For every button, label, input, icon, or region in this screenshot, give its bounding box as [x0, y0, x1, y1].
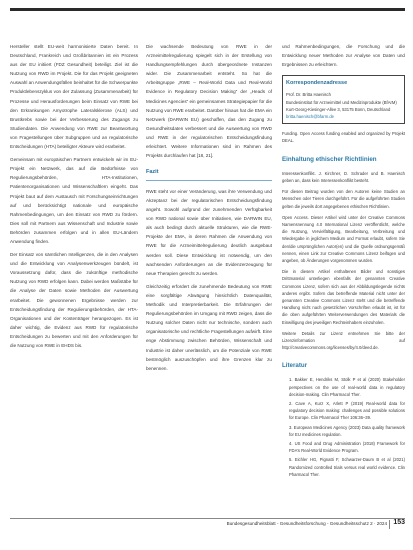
fazit-rule	[146, 180, 272, 181]
col1-paragraph-1: Hersteller stellt EU-weit harmonisierte Daten bereit. In Deutschland, Frankreich und Großbritannien ist ein Prozess aus der EU initiiert (FDZ Gesundheit) beteiligt. Ziel ist die Nutzung von RWD im Projekt. Die für das Projekt geeigneten Auswahl an Anwendungsfällen beinhaltet für die Schwerpunkte Produktlebenszyklus von der Zulassung (Zusammenarbeit) für Prozesse und Herausforderungen beim Einsatz von RWE bei den Erkrankungen Amyotrophe Lateralsklerose (ALS) und Brustkrebs sowie bei der Verbesserung des Zugangs zu Studiendaten. Die Anwendung von RWE zur Beantwortung von Fragestellungen über Subgruppen und an regulatorische Entscheidungen (HTA) beteiligter Akteure wird erarbeitet.	[10, 44, 138, 150]
page-number: 153	[393, 519, 405, 526]
col1-paragraph-3: Der Einsatz von sämtlichen Intelligenzen, die in den Analysen und die Entwicklung von Analysenwerkzeugen bündelt, ist Voraussetzung dafür, dass die zukünftige methodische Nutzung von RWD erfolgen kann. Dabei werden Maßstäbe für die Analyse der Daten sowie Methoden der Auswertung erarbeitet. Die gewonnenen Ergebnisse werden zur Entscheidungsfindung der Regulierungsbehörden, der HTA-Organisationen und der Kostenträger herangezogen. Es ist daher wichtig, die Evidenz aus RWD für regulatorische Entscheidungen zu bewerten und mit den Anforderungen für die Nutzung von RWE in EHDS bis.	[10, 252, 138, 348]
col1-paragraph-2: Gemeinsam mit europäischen Partnern entwickeln wir im EU-Projekt ein Netzwerk, das auf die Bedürfnisse von Regulierungsbehörden, HTA-Institutionen, Patientenorganisationen und Wissenschaftlern eingeht. Das Projekt baut auf dem Austausch mit Forschungseinrichtungen auf und berücksichtigt nationale und europäische Rahmenbedingungen, um den Einsatz von RWD zu fördern. Dies soll mit Partnern aus Wissenschaft und Industrie sowie Behörden zusammen erfolgen und in allen EU-Ländern Anwendung finden.	[10, 157, 138, 244]
footer-rule	[10, 518, 405, 519]
funding-note: Funding. Open Access funding enabled and organized by Projekt DEAL.	[282, 131, 405, 144]
correspondence-email-link[interactable]: britta.haenisch@bfarm.de	[286, 113, 335, 119]
column-1	[10, 42, 138, 350]
reference-item: 3. European Medicines Agency (2023) Data quality framework for EU medicines regulation.	[289, 424, 405, 437]
col3-intro-paragraph: und Rahmenbedingungen, die Forschung und die Entwicklung neuer Methoden zur Analyse von Daten und Ergebnissen zu erleichtern.	[282, 44, 405, 68]
header-rule	[10, 8, 405, 11]
column-2	[146, 42, 272, 373]
correspondence-address: Kurt-Georg-Kiesinger-Allee 3, 53175 Bonn, Deutschland	[286, 106, 391, 112]
literature-heading: Literatur	[282, 362, 308, 370]
reference-item: 2. Cave A, Kurz X, Arlett P (2019) Real-world data for regulatory decision making: challenges and possible solutions for Europe. Clin Pharmacol Ther 106:36–39.	[289, 401, 405, 421]
correspondence-heading: Korrespondenzadresse	[286, 80, 348, 87]
col2-paragraph-2: Gleichzeitig erfordert die zunehmende Bedeutung von RWE eine sorgfältige Abwägung hinsichtlich Datenqualität, Methodik und Interpretierbarkeit. Die Erfahrungen der Regulierungsbehörden im Umgang mit RWD zeigen, dass die Nutzung solcher Daten nicht nur technische, sondern auch organisatorische und rechtliche Fragestellungen aufwirft. Eine enge Abstimmung zwischen Behörden, Wissenschaft und Industrie ist daher unerlässlich, um die Potenziale von RWE bestmöglich auszuschöpfen und ihre Grenzen klar zu benennen.	[146, 283, 272, 371]
col2-intro-paragraph: Die wachsende Bedeutung von RWE in der Arzneimittelregulierung spiegelt sich in der Erstellung von Handlungsempfehlungen durch übergeordnete Instanzen wider. Die Zusammenarbeit entsteht. So hat die Arbeitsgruppe „RWE – Real-World Data und Real-World Evidence in Regulatory Decision Making“ der „Heads of Medicines Agencies“ ein gemeinsames Strategiepapier für die Nutzung von RWE erarbeitet. Darüber hinaus hat die EMA ein Netzwerk (DARWIN EU) geschaffen, das den Zugang zu Gesundheitsdaten verbessert und die Auswertung von RWD und RWE in der regulatorischen Entscheidungsfindung erleichtert. Weitere Informationen sind im Rahmen des Projekts durchlaufen hat [18, 21].	[146, 44, 272, 159]
correspondence-name: Prof. Dr. Britta Haenisch	[286, 92, 331, 98]
reference-item: 1. Bakker E, Hendriks M, Stolk P et al (2020) Stakeholder perspectives on the use of real-world data in regulatory decision-making. Clin Pharmacol Ther.	[289, 377, 405, 397]
col2-paragraph-1: RWE steht vor einer Veränderung, was ihre Verwendung und Akzeptanz bei der regulatorischen Entscheidungsfindung angeht. Sowohl aufgrund der zunehmenden Verfügbarkeit von RWD national sowie über Initiativen, wie DARWIN EU, als auch bedingt durch aktuelle Strukturen, wie die RWE-Projekte der EMA, in deren Rahmen die Anwendung von RWE für die Arzneimittelregulierung deutlich ausgebaut werden soll. Diese Entwicklung ist notwendig, um den wachsenden Anforderungen an die Evidenzerzeugung für neue Therapien gerecht zu werden.	[146, 188, 272, 276]
page-footer	[10, 518, 405, 532]
third-party-material-statement: Die in diesem Artikel enthaltenen Bilder und sonstiges Drittmaterial unterliegen ebenfalls der genannten Creative Commons Lizenz, sofern sich aus der Abbildungslegende nichts anderes ergibt. Sofern das betreffende Material nicht unter der genannten Creative Commons Lizenz steht und die betreffende Handlung nicht nach gesetzlichen Vorschriften erlaubt ist, ist für die oben aufgeführten Weiterverwendungen des Materials die Einwilligung des jeweiligen Rechteinhabers einzuholen.	[282, 269, 405, 325]
fazit-heading: Fazit	[146, 169, 159, 176]
journal-citation: Bundesgesundheitsblatt - Gesundheitsforschung - Gesundheitsschutz 2 · 2024	[226, 521, 387, 526]
ethics-heading: Einhaltung ethischer Richtlinien	[282, 155, 377, 163]
license-details: Weitere Details zur Lizenz entnehmen Sie bitte der Lizenzinformation auf http://creativecommons.org/licenses/by/4.0/deed.de.	[282, 330, 405, 351]
open-access-statement: Open Access. Dieser Artikel wird unter der Creative Commons Namensnennung 4.0 International Lizenz veröffentlicht, welche die Nutzung, Vervielfältigung, Bearbeitung, Verbreitung und Wiedergabe in jeglichem Medium und Format erlaubt, sofern Sie den/die ursprünglichen Autor(en) und die Quelle ordnungsgemäß nennen, einen Link zur Creative Commons Lizenz beifügen und angeben, ob Änderungen vorgenommen wurden.	[282, 214, 405, 263]
correspondence-box	[282, 75, 405, 124]
reference-item: 5. Eichler HG, Pignatti F, Schwarzer-Daum B et al (2021) Randomized controlled trials versus real world evidence. Clin Pharmacol Ther.	[289, 457, 405, 477]
reference-item: 4. US Food and Drug Administration (2018) Framework for FDA’s Real-World Evidence Program.	[289, 441, 405, 454]
ethics-statement: Für diesen Beitrag wurden von den Autoren keine Studien an Menschen oder Tieren durchgeführt. Für die aufgeführten Studien gelten die jeweils dort angegebenen ethischen Richtlinien.	[282, 189, 405, 209]
footer-separator	[389, 520, 390, 529]
reference-list	[282, 376, 405, 478]
column-3	[282, 42, 405, 480]
correspondence-institution: Bundesinstitut für Arzneimittel und Medizinprodukte (BfArM)	[286, 99, 397, 105]
conflict-of-interest: Interessenkonflikt. J. Kirchner, D. Schrader und B. Haenisch geben an, dass kein Interessenkonflikt besteht.	[282, 170, 405, 183]
